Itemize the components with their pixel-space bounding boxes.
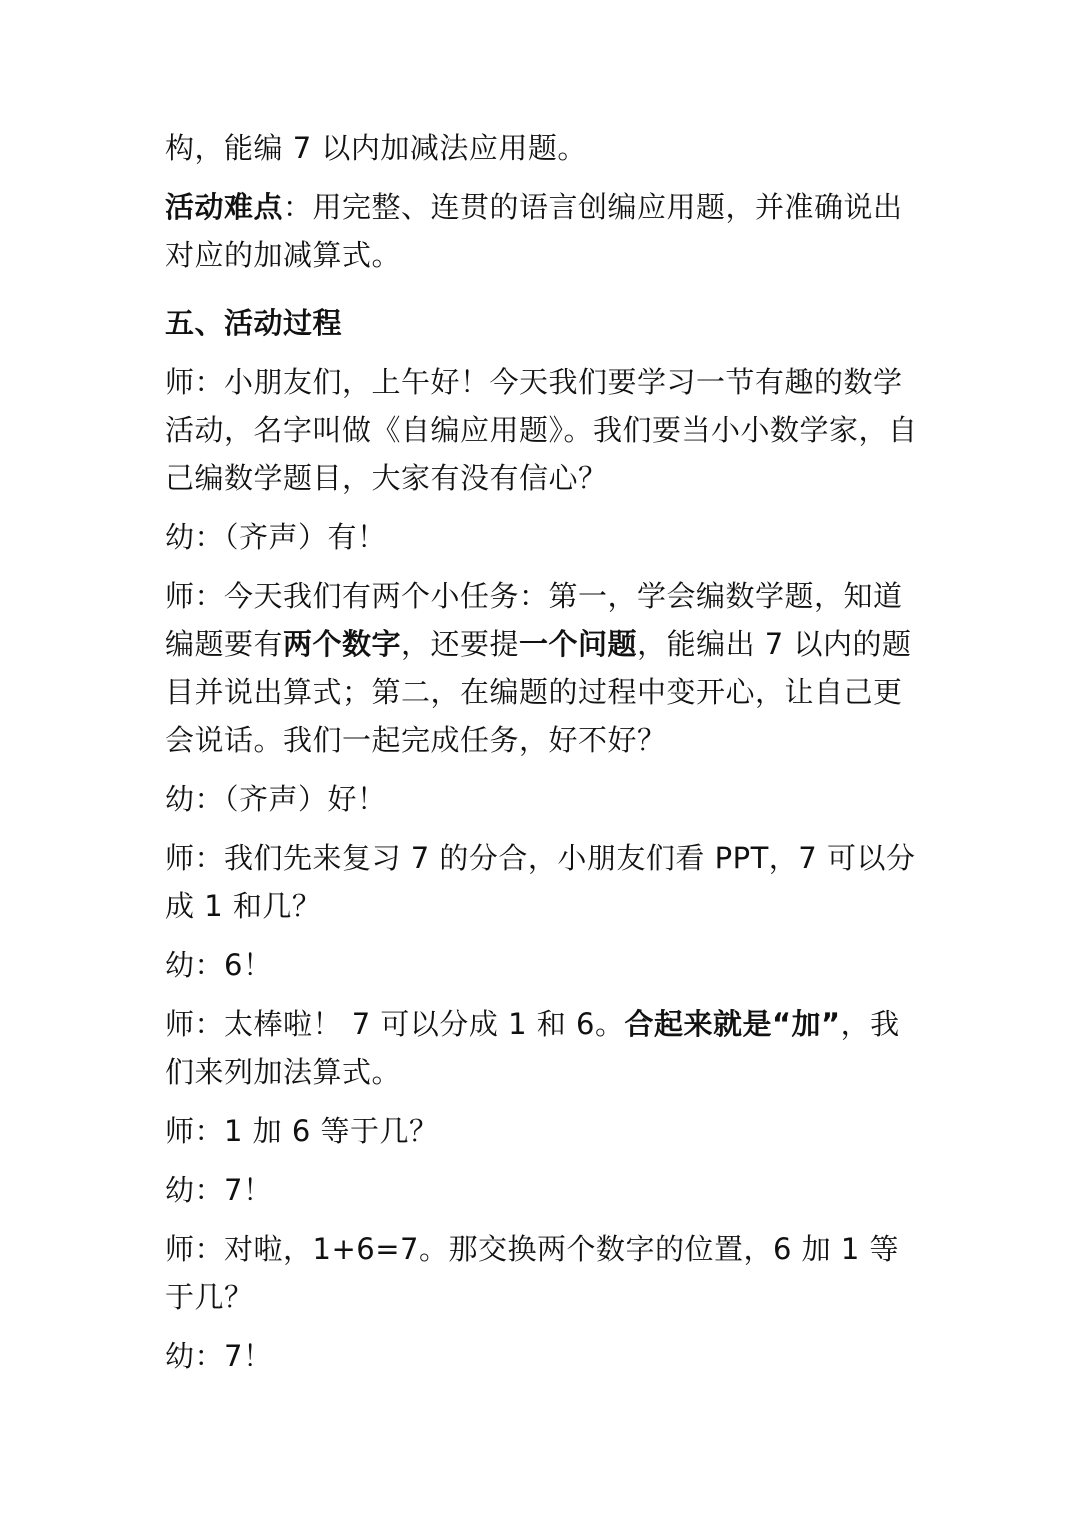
emphasis-combine-add: 合起来就是“加” xyxy=(624,1007,841,1041)
section-heading: 五、活动过程 xyxy=(165,306,343,340)
paragraph-text: 幼：6！ xyxy=(165,948,273,982)
paragraph-difficulty xyxy=(165,183,925,279)
difficulty-text: ：用完整、连贯的语言创编应用题，并准确说出对应的加减算式。 xyxy=(165,190,903,272)
paragraph-text: 幼：（齐声）好！ xyxy=(165,782,387,816)
paragraph-text: 师：小朋友们，上午好！今天我们要学习一节有趣的数学活动，名字叫做《自编应用题》。我们要当小小数学家，自己编数学题目，大家有没有信心？ xyxy=(165,365,918,495)
paragraph-teacher-praise xyxy=(165,1000,925,1096)
emphasis-two-numbers: 两个数字 xyxy=(283,627,402,661)
paragraph-teacher-swap xyxy=(165,1225,925,1321)
paragraph-text: 师：我们先来复习 7 的分合，小朋友们看 PPT，7 可以分成 1 和几？ xyxy=(165,841,916,923)
difficulty-label: 活动难点 xyxy=(165,190,284,224)
paragraph-children-reply xyxy=(165,1332,925,1380)
paragraph-children-reply xyxy=(165,513,925,561)
paragraph-text: 师：对啦，1+6=7。那交换两个数字的位置，6 加 1 等于几？ xyxy=(165,1232,900,1314)
paragraph-text: ，还要提 xyxy=(401,627,520,661)
paragraph-text: 构，能编 7 以内加减法应用题。 xyxy=(165,131,587,165)
paragraph-text: 师：太棒啦！ 7 可以分成 1 和 6。 xyxy=(165,1007,625,1041)
paragraph-teacher-tasks xyxy=(165,572,925,764)
paragraph-text: ，我们来列加法算式。 xyxy=(165,1007,900,1089)
document-body xyxy=(165,124,925,1391)
paragraph-text: ，能编出 7 以内的题目并说出算式；第二，在编题的过程中变开心，让自己更会说话。我们一起完成任务，好不好？ xyxy=(165,627,912,757)
paragraph-children-reply xyxy=(165,941,925,989)
emphasis-one-question: 一个问题 xyxy=(519,627,638,661)
paragraph-teacher-greeting xyxy=(165,358,925,502)
paragraph-text: 师：今天我们有两个小任务：第一，学会编数学题，知道编题要有 xyxy=(165,579,903,661)
paragraph-teacher-review xyxy=(165,834,925,930)
paragraph-text: 师：1 加 6 等于几？ xyxy=(165,1114,439,1148)
paragraph-text: 幼：7！ xyxy=(165,1339,273,1373)
paragraph-text: 幼：7！ xyxy=(165,1173,273,1207)
paragraph-text: 幼：（齐声）有！ xyxy=(165,520,387,554)
paragraph-children-reply xyxy=(165,775,925,823)
paragraph-objective-continuation xyxy=(165,124,925,172)
paragraph-children-reply xyxy=(165,1166,925,1214)
paragraph-teacher-question xyxy=(165,1107,925,1155)
